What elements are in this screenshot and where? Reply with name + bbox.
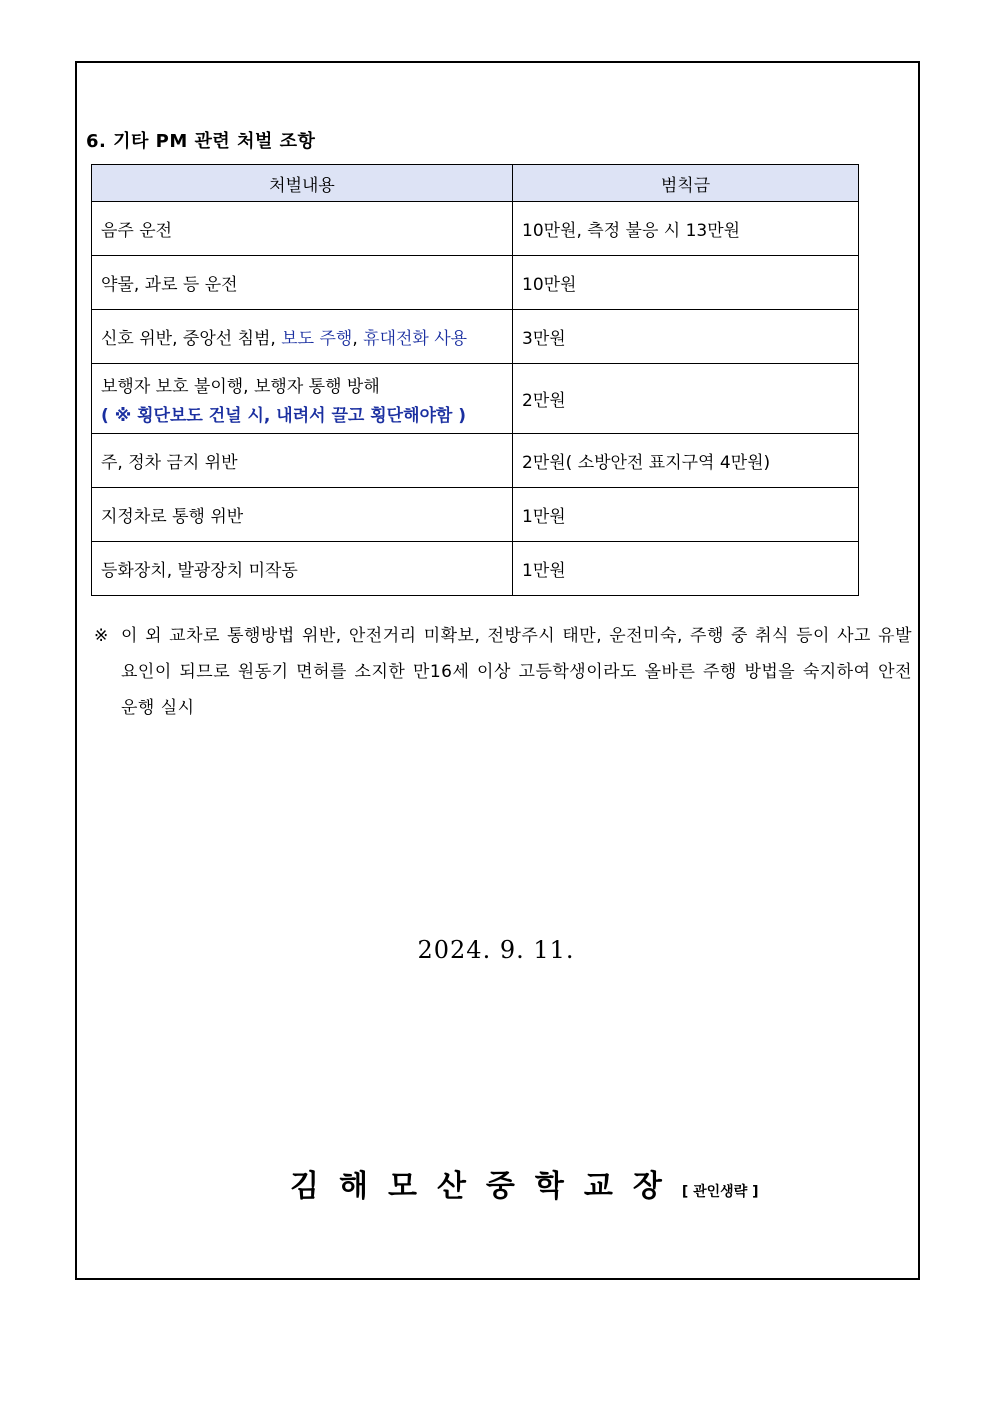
table-row — [92, 310, 859, 364]
violation-cell: 지정차로 통행 위반 — [92, 488, 513, 542]
violation-cell — [92, 310, 513, 364]
violation-cell: 등화장치, 발광장치 미작동 — [92, 542, 513, 596]
penalty-table — [91, 164, 859, 596]
table-row — [92, 542, 859, 596]
violation-separator: , — [352, 329, 364, 349]
reference-mark-icon: ※ — [94, 626, 109, 646]
table-header-row — [92, 165, 859, 202]
document-date: 2024. 9. 11. — [417, 936, 575, 964]
violation-cell: 음주 운전 — [92, 202, 513, 256]
signature-line — [290, 1161, 759, 1205]
fine-cell: 2만원 — [513, 364, 859, 434]
violation-cell: 약물, 과로 등 운전 — [92, 256, 513, 310]
principal-signature: 김해모산중학교장 — [290, 1169, 682, 1204]
table-row — [92, 434, 859, 488]
violation-text: 보행자 보호 불이행, 보행자 통행 방해 — [101, 376, 380, 397]
violation-text: 신호 위반, 중앙선 침범, — [101, 329, 282, 349]
table-row — [92, 364, 859, 434]
fine-cell: 1만원 — [513, 488, 859, 542]
table-row — [92, 488, 859, 542]
footnote-text: 이 외 교차로 통행방법 위반, 안전거리 미확보, 전방주시 태만, 운전미숙, 주행 중 취식 등이 사고 유발 요인이 되므로 원동기 면허를 소지한 만16세 이상 고등학생이라도 올바른 주행 방법을 숙지하여 안전 운행 실시 — [121, 626, 912, 718]
violation-cell — [92, 364, 513, 434]
crosswalk-note: ( ※ 횡단보도 건널 시, 내려서 끌고 횡단해야함 ) — [101, 405, 467, 426]
header-fine: 범칙금 — [513, 165, 859, 202]
table-row — [92, 202, 859, 256]
fine-cell: 2만원( 소방안전 표지구역 4만원) — [513, 434, 859, 488]
seal-omitted-label: [ 관인생략 ] — [681, 1184, 759, 1200]
header-violation: 처벌내용 — [92, 165, 513, 202]
violation-cell: 주, 정차 금지 위반 — [92, 434, 513, 488]
highlighted-violation: 휴대전화 사용 — [363, 329, 468, 349]
fine-cell: 10만원, 측정 불응 시 13만원 — [513, 202, 859, 256]
table-row — [92, 256, 859, 310]
fine-cell: 10만원 — [513, 256, 859, 310]
highlighted-violation: 보도 주행 — [281, 329, 353, 349]
fine-cell: 3만원 — [513, 310, 859, 364]
section-title: 6. 기타 PM 관련 처벌 조항 — [86, 131, 316, 152]
fine-cell: 1만원 — [513, 542, 859, 596]
footnote — [94, 618, 912, 726]
